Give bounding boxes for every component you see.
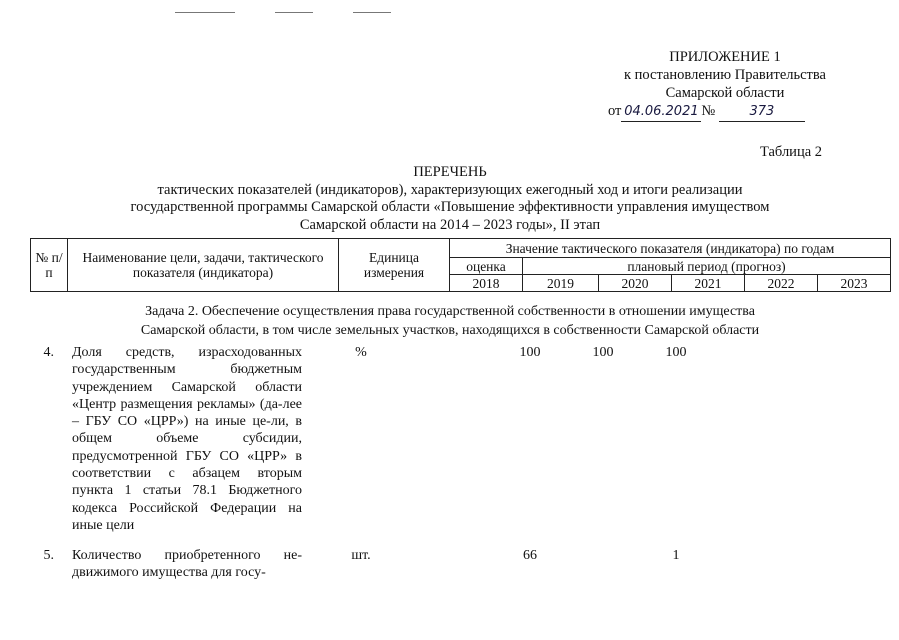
heading-title: ПЕРЕЧЕНЬ (413, 164, 487, 180)
row-4-number: 4. (43, 345, 54, 360)
appendix-block (560, 48, 890, 122)
col-unit-header: Единица измерения (339, 239, 450, 292)
appendix-line-1: к постановлению Правительства (624, 67, 826, 83)
indicator-table-header (30, 238, 891, 292)
heading-line-1: тактических показателей (индикаторов), характеризующих ежегодный ход и итоги реализации (157, 181, 743, 198)
year-2018-header: 2018 (450, 275, 523, 292)
values-group-header: Значение тактического показателя (индикатора) по годам (450, 239, 891, 258)
handwritten-date: 04.06.2021 (621, 103, 701, 122)
number-prefix: № (701, 103, 716, 119)
appendix-title: ПРИЛОЖЕНИЕ 1 (669, 49, 781, 65)
row-4-value-2021: 100 (665, 345, 687, 360)
col-number-header: № п/п (31, 239, 68, 292)
row-4-unit: % (355, 345, 367, 360)
task-line-2: Самарской области, в том числе земельных участков, находящихся в собственности Самарской области (140, 323, 760, 338)
heading-line-2: государственной программы Самарской области «Повышение эффективности управления имуществом (130, 199, 770, 215)
row-5-name: Количество приобретенного не-движимого имущества для госу- (72, 548, 302, 581)
year-2021-header: 2021 (672, 275, 745, 292)
row-5-value-2021: 1 (672, 548, 680, 563)
row-5-value-2019: 66 (523, 548, 537, 563)
row-4-value-2019: 100 (519, 345, 541, 360)
row-5-unit: шт. (351, 548, 371, 563)
scan-top-marks (175, 0, 495, 2)
planned-period-header: плановый период (прогноз) (523, 258, 891, 275)
task-heading (60, 302, 840, 340)
heading-line-3: Самарской области на 2014 – 2023 годы», II этап (299, 216, 601, 233)
appendix-date-number-line (608, 102, 890, 122)
estimate-header: оценка (450, 258, 523, 275)
from-prefix: от (608, 103, 622, 119)
document-heading (100, 164, 800, 234)
year-2022-header: 2022 (745, 275, 818, 292)
col-name-header: Наименование цели, задачи, тактического показателя (индикатора) (68, 239, 339, 292)
table-label: Таблица 2 (760, 144, 823, 160)
year-2020-header: 2020 (599, 275, 672, 292)
handwritten-number: 373 (719, 103, 805, 122)
year-2019-header: 2019 (523, 275, 599, 292)
task-line-1: Задача 2. Обеспечение осуществления права государственной собственности в отношении имущества (145, 304, 755, 319)
row-5-number: 5. (43, 548, 54, 563)
year-2023-header: 2023 (818, 275, 891, 292)
row-4-name: Доля средств, израсходованных государственным бюджетным учреждением Самарской области «Центр размещения рекламы» (да-лее – ГБУ СО «ЦРР») на иные це-ли, в общем объеме субсидии, предусмотренной ГБУ СО «ЦРР» в соответствии с абзацем вторым пункта 1 статьи 78.1 Бюджетного кодекса Российской Федерации на иные цели (72, 345, 302, 533)
row-4-value-2020: 100 (592, 345, 614, 360)
appendix-line-2: Самарской области (665, 85, 785, 101)
